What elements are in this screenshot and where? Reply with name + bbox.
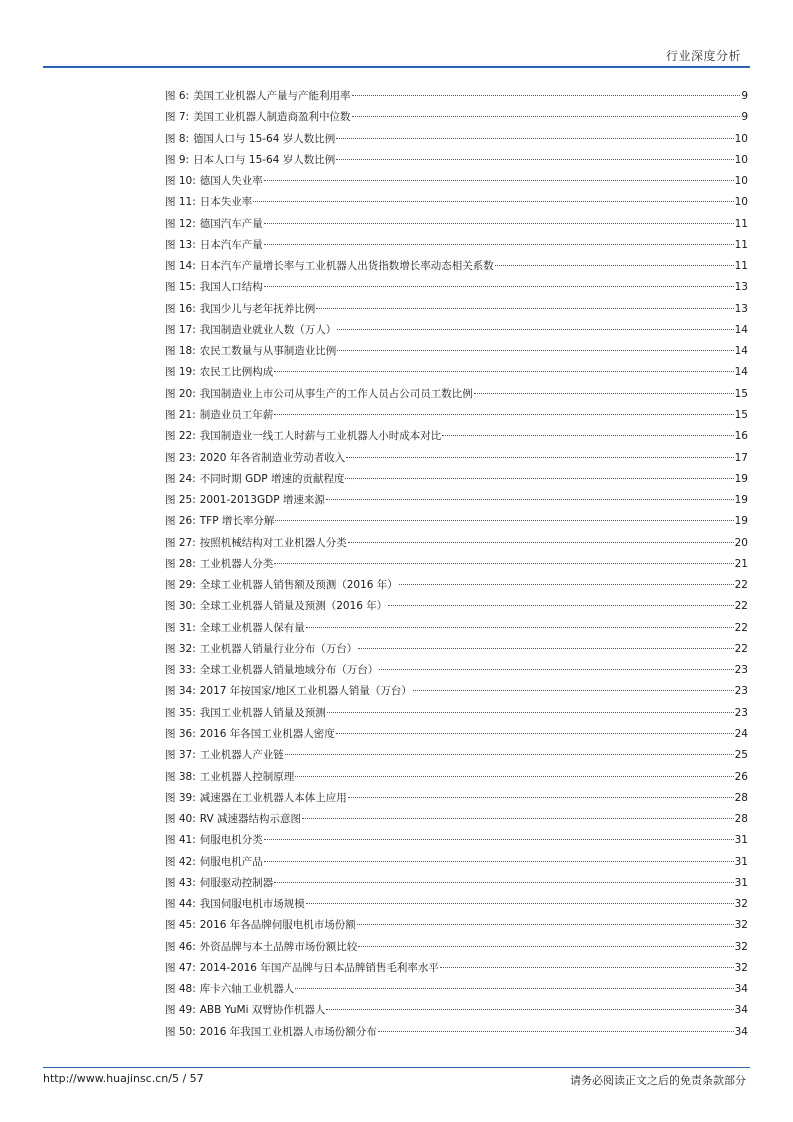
toc-page-number: 23 xyxy=(734,664,748,677)
toc-figure-title: 按照机械结构对工业机器人分类 xyxy=(199,536,347,549)
toc-dot-leader xyxy=(388,605,733,606)
header-divider xyxy=(43,66,750,68)
toc-figure-label: 图 12: xyxy=(165,217,196,230)
toc-page-number: 10 xyxy=(734,175,748,188)
toc-figure-label: 图 34: xyxy=(165,685,196,698)
toc-dot-leader xyxy=(274,882,733,883)
toc-figure-title: 德国人口与 15-64 岁人数比例 xyxy=(193,132,336,145)
toc-page-number: 9 xyxy=(741,111,748,124)
toc-dot-leader xyxy=(326,499,734,500)
toc-page-number: 26 xyxy=(734,770,748,783)
toc-dot-leader xyxy=(253,201,733,202)
toc-entry[interactable] xyxy=(165,979,748,1000)
toc-figure-title: 2001-2013GDP 增速来源 xyxy=(199,494,325,507)
toc-dot-leader xyxy=(352,116,741,117)
toc-dot-leader xyxy=(336,138,733,139)
toc-page-number: 10 xyxy=(734,153,748,166)
toc-entry[interactable] xyxy=(165,724,748,745)
toc-dot-leader xyxy=(285,754,734,755)
toc-page-number: 31 xyxy=(734,876,748,889)
toc-entry[interactable] xyxy=(165,554,748,575)
toc-dot-leader xyxy=(474,393,734,394)
toc-dot-leader xyxy=(264,861,734,862)
toc-figure-title: 2014-2016 年国产品牌与日本品牌销售毛利率水平 xyxy=(199,961,439,974)
toc-figure-title: 我国伺服电机市场规模 xyxy=(199,898,305,911)
toc-figure-title: 我国工业机器人销量及预测 xyxy=(199,706,326,719)
toc-entry[interactable] xyxy=(165,86,748,107)
toc-dot-leader xyxy=(295,988,733,989)
figure-table-of-contents xyxy=(165,86,748,1043)
toc-figure-title: 日本汽车产量增长率与工业机器人出货指数增长率动态相关系数 xyxy=(199,260,494,273)
toc-page-number: 9 xyxy=(741,90,748,102)
toc-figure-title: 工业机器人销量行业分布（万台） xyxy=(199,642,358,655)
toc-page-number: 28 xyxy=(734,813,748,826)
toc-figure-label: 图 20: xyxy=(165,387,196,400)
toc-figure-title: 我国人口结构 xyxy=(199,281,263,294)
toc-figure-label: 图 7: xyxy=(165,111,190,124)
toc-figure-label: 图 10: xyxy=(165,175,196,188)
toc-entry[interactable] xyxy=(165,873,748,894)
toc-figure-label: 图 43: xyxy=(165,876,196,889)
toc-figure-label: 图 23: xyxy=(165,451,196,464)
toc-dot-leader xyxy=(379,669,733,670)
toc-figure-title: 不同时期 GDP 增速的贡献程度 xyxy=(199,472,345,485)
toc-figure-title: 美国工业机器人产量与产能利用率 xyxy=(193,90,351,102)
toc-entry[interactable] xyxy=(165,660,748,681)
toc-figure-title: 德国汽车产量 xyxy=(199,217,263,230)
toc-entry[interactable] xyxy=(165,405,748,426)
toc-figure-label: 图 22: xyxy=(165,430,196,443)
toc-page-number: 32 xyxy=(734,898,748,911)
toc-entry[interactable] xyxy=(165,129,748,150)
toc-entry[interactable] xyxy=(165,788,748,809)
toc-entry[interactable] xyxy=(165,341,748,362)
toc-entry[interactable] xyxy=(165,320,748,341)
toc-page-number: 20 xyxy=(734,536,748,549)
toc-figure-label: 图 8: xyxy=(165,132,190,145)
toc-entry[interactable] xyxy=(165,809,748,830)
toc-page-number: 22 xyxy=(734,600,748,613)
toc-page-number: 10 xyxy=(734,132,748,145)
toc-dot-leader xyxy=(345,478,733,479)
toc-entry[interactable] xyxy=(165,192,748,213)
toc-entry[interactable] xyxy=(165,596,748,617)
toc-page-number: 31 xyxy=(734,855,748,868)
toc-dot-leader xyxy=(336,159,733,160)
toc-page-number: 24 xyxy=(734,727,748,740)
toc-entry[interactable] xyxy=(165,511,748,532)
toc-figure-label: 图 18: xyxy=(165,345,196,358)
toc-figure-title: 2017 年按国家/地区工业机器人销量（万台） xyxy=(199,685,412,698)
toc-figure-label: 图 17: xyxy=(165,323,196,336)
toc-figure-label: 图 14: xyxy=(165,260,196,273)
toc-page-number: 13 xyxy=(734,281,748,294)
toc-figure-label: 图 21: xyxy=(165,408,196,421)
toc-figure-label: 图 38: xyxy=(165,770,196,783)
toc-figure-title: RV 减速器结构示意图 xyxy=(199,813,301,826)
toc-page-number: 23 xyxy=(734,685,748,698)
toc-page-number: 32 xyxy=(734,940,748,953)
toc-page-number: 23 xyxy=(734,706,748,719)
toc-dot-leader xyxy=(306,627,734,628)
toc-dot-leader xyxy=(440,967,734,968)
toc-dot-leader xyxy=(352,95,741,96)
toc-entry[interactable] xyxy=(165,915,748,936)
toc-entry[interactable] xyxy=(165,256,748,277)
toc-figure-title: 工业机器人分类 xyxy=(199,557,274,570)
toc-figure-label: 图 40: xyxy=(165,813,196,826)
toc-figure-label: 图 30: xyxy=(165,600,196,613)
toc-figure-title: ABB YuMi 双臂协作机器人 xyxy=(199,1004,326,1017)
toc-entry[interactable] xyxy=(165,1000,748,1021)
toc-dot-leader xyxy=(357,924,734,925)
toc-dot-leader xyxy=(442,435,733,436)
toc-figure-title: 2020 年各省制造业劳动者收入 xyxy=(199,451,346,464)
toc-figure-label: 图 26: xyxy=(165,515,196,528)
toc-dot-leader xyxy=(275,520,733,521)
toc-dot-leader xyxy=(358,648,733,649)
toc-page-number: 16 xyxy=(734,430,748,443)
toc-entry[interactable] xyxy=(165,745,748,766)
toc-dot-leader xyxy=(306,903,734,904)
toc-figure-label: 图 6: xyxy=(165,90,190,102)
toc-figure-label: 图 49: xyxy=(165,1004,196,1017)
toc-figure-label: 图 36: xyxy=(165,727,196,740)
toc-entry[interactable] xyxy=(165,618,748,639)
toc-entry[interactable] xyxy=(165,214,748,235)
toc-figure-title: 德国人失业率 xyxy=(199,175,263,188)
toc-dot-leader xyxy=(295,776,733,777)
toc-figure-title: 全球工业机器人销售额及预测（2016 年） xyxy=(199,579,398,592)
toc-figure-title: 我国制造业上市公司从事生产的工作人员占公司员工数比例 xyxy=(199,387,473,400)
toc-figure-title: 美国工业机器人制造商盈利中位数 xyxy=(193,111,351,124)
toc-figure-label: 图 25: xyxy=(165,494,196,507)
toc-page-number: 11 xyxy=(734,260,748,273)
toc-figure-title: 工业机器人控制原理 xyxy=(199,770,295,783)
toc-page-number: 22 xyxy=(734,642,748,655)
toc-figure-title: 外资品牌与本土品牌市场份额比较 xyxy=(199,940,358,953)
toc-dot-leader xyxy=(264,286,734,287)
toc-page-number: 14 xyxy=(734,345,748,358)
toc-entry[interactable] xyxy=(165,277,748,298)
toc-figure-label: 图 9: xyxy=(165,153,190,166)
toc-figure-label: 图 29: xyxy=(165,579,196,592)
toc-figure-label: 图 33: xyxy=(165,664,196,677)
toc-figure-label: 图 42: xyxy=(165,855,196,868)
toc-dot-leader xyxy=(348,797,734,798)
toc-entry[interactable] xyxy=(165,575,748,596)
toc-dot-leader xyxy=(316,308,733,309)
footer-disclaimer: 请务必阅读正文之后的免责条款部分 xyxy=(570,1074,746,1087)
toc-dot-leader xyxy=(274,414,733,415)
toc-entry[interactable] xyxy=(165,703,748,724)
toc-dot-leader xyxy=(302,818,734,819)
toc-page-number: 11 xyxy=(734,238,748,251)
toc-page-number: 22 xyxy=(734,621,748,634)
toc-dot-leader xyxy=(495,265,734,266)
toc-entry[interactable] xyxy=(165,639,748,660)
toc-page-number: 25 xyxy=(734,749,748,762)
toc-page-number: 32 xyxy=(734,919,748,932)
toc-entry[interactable] xyxy=(165,533,748,554)
toc-figure-label: 图 11: xyxy=(165,196,196,209)
toc-figure-title: 减速器在工业机器人本体上应用 xyxy=(199,791,347,804)
toc-figure-label: 图 28: xyxy=(165,557,196,570)
toc-figure-title: 日本汽车产量 xyxy=(199,238,263,251)
toc-dot-leader xyxy=(336,733,734,734)
toc-page-number: 34 xyxy=(734,1025,748,1038)
toc-figure-label: 图 35: xyxy=(165,706,196,719)
toc-dot-leader xyxy=(337,350,733,351)
toc-entry[interactable] xyxy=(165,958,748,979)
toc-figure-label: 图 50: xyxy=(165,1025,196,1038)
toc-dot-leader xyxy=(274,563,733,564)
toc-dot-leader xyxy=(413,690,734,691)
toc-figure-label: 图 41: xyxy=(165,834,196,847)
toc-entry[interactable] xyxy=(165,299,748,320)
toc-figure-label: 图 37: xyxy=(165,749,196,762)
toc-page-number: 32 xyxy=(734,961,748,974)
toc-figure-label: 图 27: xyxy=(165,536,196,549)
toc-figure-title: 全球工业机器人销量及预测（2016 年） xyxy=(199,600,388,613)
toc-entry[interactable] xyxy=(165,894,748,915)
toc-figure-label: 图 15: xyxy=(165,281,196,294)
toc-entry[interactable] xyxy=(165,469,748,490)
toc-figure-label: 图 48: xyxy=(165,983,196,996)
toc-figure-label: 图 45: xyxy=(165,919,196,932)
toc-page-number: 34 xyxy=(734,983,748,996)
toc-entry[interactable] xyxy=(165,490,748,511)
toc-entry[interactable] xyxy=(165,384,748,405)
toc-page-number: 28 xyxy=(734,791,748,804)
toc-page-number: 17 xyxy=(734,451,748,464)
toc-entry[interactable] xyxy=(165,852,748,873)
toc-figure-title: 伺服电机产品 xyxy=(199,855,263,868)
toc-figure-title: 我国制造业就业人数（万人） xyxy=(199,323,337,336)
toc-page-number: 15 xyxy=(734,387,748,400)
toc-dot-leader xyxy=(327,712,734,713)
toc-dot-leader xyxy=(264,839,734,840)
toc-entry[interactable] xyxy=(165,362,748,383)
toc-dot-leader xyxy=(264,180,734,181)
toc-entry[interactable] xyxy=(165,1022,748,1043)
footer-divider xyxy=(43,1067,750,1068)
toc-figure-title: 伺服电机分类 xyxy=(199,834,263,847)
toc-entry[interactable] xyxy=(165,235,748,256)
toc-figure-label: 图 31: xyxy=(165,621,196,634)
toc-dot-leader xyxy=(326,1009,733,1010)
toc-figure-label: 图 39: xyxy=(165,791,196,804)
toc-page-number: 13 xyxy=(734,302,748,315)
toc-dot-leader xyxy=(264,223,734,224)
toc-entry[interactable] xyxy=(165,767,748,788)
toc-figure-label: 图 16: xyxy=(165,302,196,315)
toc-figure-title: 我国制造业一线工人时薪与工业机器人小时成本对比 xyxy=(199,430,442,443)
toc-figure-title: 全球工业机器人销量地域分布（万台） xyxy=(199,664,379,677)
toc-entry[interactable] xyxy=(165,171,748,192)
toc-figure-title: 伺服驱动控制器 xyxy=(199,876,274,889)
toc-page-number: 34 xyxy=(734,1004,748,1017)
toc-page-number: 22 xyxy=(734,579,748,592)
toc-dot-leader xyxy=(378,1031,734,1032)
toc-figure-label: 图 32: xyxy=(165,642,196,655)
toc-dot-leader xyxy=(346,457,733,458)
toc-page-number: 19 xyxy=(734,515,748,528)
toc-entry[interactable] xyxy=(165,107,748,128)
toc-figure-title: 制造业员工年薪 xyxy=(199,408,274,421)
toc-page-number: 14 xyxy=(734,323,748,336)
toc-figure-title: 全球工业机器人保有量 xyxy=(199,621,305,634)
toc-figure-title: 2016 年我国工业机器人市场份额分布 xyxy=(199,1025,377,1038)
toc-figure-label: 图 24: xyxy=(165,472,196,485)
toc-entry[interactable] xyxy=(165,150,748,171)
toc-figure-label: 图 44: xyxy=(165,898,196,911)
toc-figure-title: 日本失业率 xyxy=(199,196,253,209)
toc-page-number: 10 xyxy=(734,196,748,209)
toc-figure-label: 图 19: xyxy=(165,366,196,379)
toc-dot-leader xyxy=(264,244,734,245)
toc-page-number: 14 xyxy=(734,366,748,379)
toc-figure-title: TFP 增长率分解 xyxy=(199,515,275,528)
toc-figure-title: 库卡六轴工业机器人 xyxy=(199,983,295,996)
toc-figure-title: 农民工数量与从事制造业比例 xyxy=(199,345,337,358)
toc-figure-label: 图 47: xyxy=(165,961,196,974)
toc-page-number: 11 xyxy=(734,217,748,230)
toc-dot-leader xyxy=(399,584,734,585)
toc-page-number: 21 xyxy=(734,557,748,570)
toc-dot-leader xyxy=(274,371,733,372)
toc-entry[interactable] xyxy=(165,681,748,702)
toc-page-number: 31 xyxy=(734,834,748,847)
toc-figure-title: 我国少儿与老年抚养比例 xyxy=(199,302,316,315)
footer-url-page-number[interactable]: http://www.huajinsc.cn/5 / 57 xyxy=(43,1072,204,1085)
toc-figure-title: 工业机器人产业链 xyxy=(199,749,284,762)
toc-figure-label: 图 46: xyxy=(165,940,196,953)
toc-figure-label: 图 13: xyxy=(165,238,196,251)
toc-entry[interactable] xyxy=(165,448,748,469)
toc-page-number: 19 xyxy=(734,472,748,485)
report-category-title: 行业深度分析 xyxy=(665,49,741,63)
toc-figure-title: 2016 年各品牌伺服电机市场份额 xyxy=(199,919,356,932)
toc-dot-leader xyxy=(358,946,733,947)
toc-page-number: 15 xyxy=(734,408,748,421)
toc-figure-title: 日本人口与 15-64 岁人数比例 xyxy=(193,153,336,166)
toc-page-number: 19 xyxy=(734,494,748,507)
toc-dot-leader xyxy=(337,329,733,330)
toc-entry[interactable] xyxy=(165,937,748,958)
toc-figure-title: 2016 年各国工业机器人密度 xyxy=(199,727,335,740)
toc-entry[interactable] xyxy=(165,426,748,447)
toc-figure-title: 农民工比例构成 xyxy=(199,366,274,379)
toc-entry[interactable] xyxy=(165,830,748,851)
toc-dot-leader xyxy=(348,542,734,543)
